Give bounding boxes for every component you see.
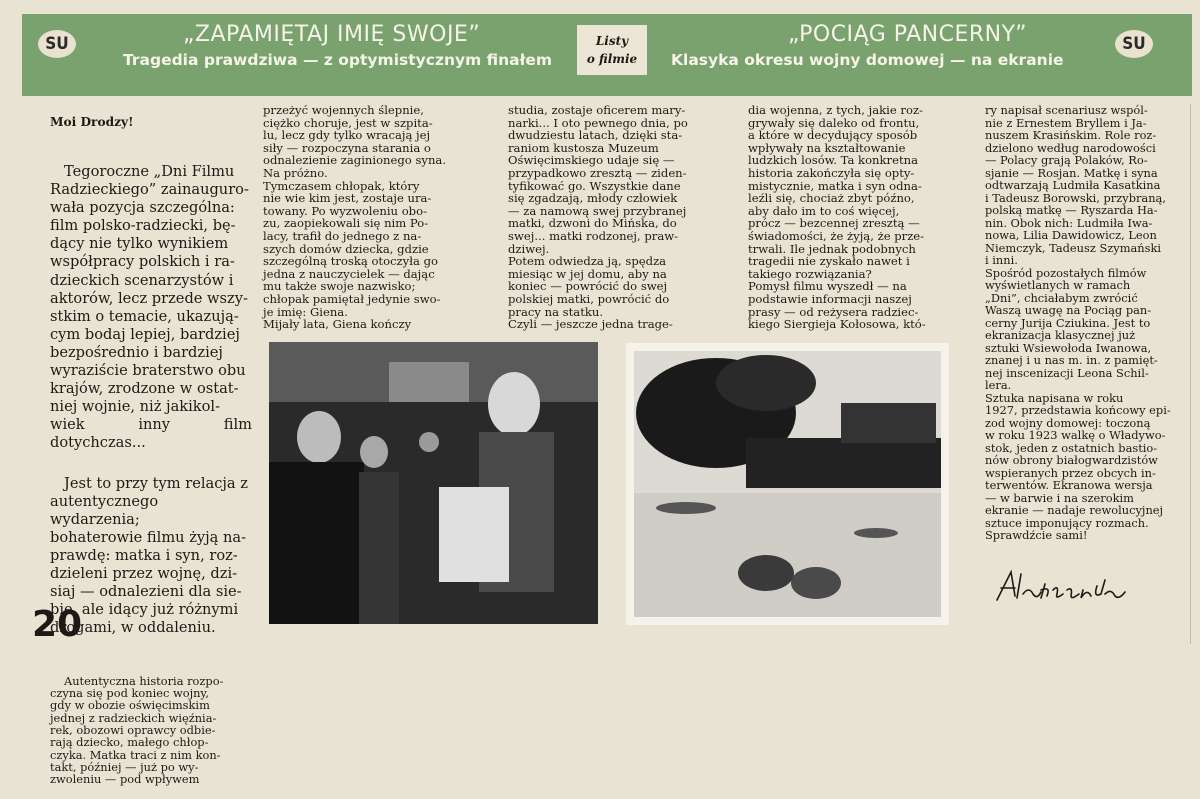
column-1 (50, 103, 252, 799)
greeting: Moi Drodzy! (50, 115, 134, 130)
intro-text (50, 145, 252, 660)
page-number: 20 (32, 604, 83, 645)
page-edge-rule (1190, 104, 1191, 644)
left-film-title: „ZAPAMIĘTAJ IMIĘ SWOJE” (183, 22, 481, 47)
intro-paragraph-1: Tegoroczne „Dni Filmu Radzieckiego” zainauguro- wała pozycja szczególna: film polsko-radziecki, bę- dący nie tylko wynikiem współpracy polskich i ra- dzieckich scenarzystów i aktorów, lecz przede wszy- stkim o temacie, ukazują- cym bodaj lepiej, bardziej bezpośrednio i bardziej wyraziście braterstwo obu krajów, zrodzone w ostat- niej wojnie, niż jakikol- wiek inny film dotychczas... (50, 162, 252, 452)
su-badge-left: SU (38, 30, 76, 58)
film-still-soldiers-photo (269, 342, 598, 624)
column-4: dia wojenna, z tych, jakie roz- grywały się daleko od frontu, a które w decydujący sposób wpływały na kształtowanie ludzkich losów. Ta konkretna historia zakończyła się opty- mistycznie, matka i syn odna- leźli się, chociaż zbyt późno, aby dało im to coś więcej, prócz — bezcennej zresztą — świadomości, że żyją, że prze- trwali. Ile jednak podobnych tragedii nie zyskało nawet i takiego rozwiązania? Pomysł filmu wyszedł — na podstawie informacji naszej prasy — od reżysera radziec- kiego Siergieja Kołosowa, któ- (748, 103, 926, 332)
section-label-line2: o filmie (586, 52, 638, 66)
right-film-title: „POCIĄG PANCERNY” (788, 22, 1028, 47)
author-signature (993, 566, 1133, 606)
right-film-subtitle: Klasyka okresu wojny domowej — na ekranie (671, 51, 1064, 69)
story-paragraph: Autentyczna historia rozpo- czyna się pod koniec wojny, gdy w obozie oświęcimskim jednej z radzieckich więźnia- rek, obozowi oprawcy odbie- rają dziecko, małego chłop- czyka. Matka traci z nim kon- takt, później — już po wy- zwoleniu — pod wpływem (50, 673, 224, 787)
column-2: przeżyć wojennych ślepnie, ciężko choruje, jest w szpita- lu, lecz gdy tylko wracają jej siły — rozpoczyna starania o odnalezienie zaginionego syna. Na próżno. Tymczasem chłopak, który nie wie kim jest, zostaje ura- towany. Po wyzwoleniu obo- zu, zaopiekowali się nim Po- lacy, trafił do jednego z na- szych domów dziecka, gdzie szczególną troską otoczyła go jedna z nauczycielek — dając mu także swoje nazwisko; chłopak pamiętał jedynie swo- je imię: Giena. Mijały lata, Giena kończy (263, 103, 447, 332)
column-3: studia, zostaje oficerem mary- narki... I oto pewnego dnia, po dwudziestu latach, dzięki sta- raniom kustosza Muzeum Oświęcimskiego udaje się — przypadkowo zresztą — ziden- tyfikować go. Wszystkie dane się zgadzają, młody człowiek — za namową swej przybranej matki, dzwoni do Mińska, do swej... matki rodzonej, praw- dziwej. Potem odwiedza ją, spędza miesiąc w jej domu, aby na koniec — powrócić do swej polskiej matki, powrócić do pracy na statku. Czyli — jeszcze jedna trage- (508, 103, 688, 332)
left-film-subtitle: Tragedia prawdziwa — z optymistycznym finałem (123, 51, 553, 69)
section-label-line1: Listy (595, 34, 629, 48)
intro-paragraph-2: Jest to przy tym relacja z autentycznego wydarzenia; bohaterowie filmu żyją na- prawdę: matka i syn, roz- dzieleni przez wojnę, dzi- siaj — odnalezieni dla sie- bie, ale idący już różnymi drogami, w oddaleniu. (50, 474, 248, 637)
film-still-armored-train-photo (626, 343, 949, 625)
section-label (577, 25, 647, 75)
column-5: ry napisał scenariusz wspól- nie z Ernestem Bryllem i Ja- nuszem Krasińskim. Role roz- dzielono według narodowości — Polacy grają Polaków, Ro- sjanie — Rosjan. Matkę i syna odtwarzają Ludmiła Kasatkina i Tadeusz Borowski, przybraną, polską matkę — Ryszarda Ha- nin. Obok nich: Ludmiła Iwa- nowa, Lilia Dawidowicz, Leon Niemczyk, Tadeusz Szymański i inni. Spośród pozostałych filmów wyświetlanych w ramach „Dni”, chciałabym zwrócić Waszą uwagę na Pociąg pan- cerny Jurija Cziukina. Jest to ekranizacja klasycznej już sztuki Wsiewołoda Iwanowa, znanej i u nas m. in. z pamięt- nej inscenizacji Leona Schil- lera. Sztuka napisana w roku 1927, przedstawia końcowy epi- zod wojny domowej: toczoną w roku 1923 walkę o Władywo- stok, jeden z ostatnich bastio- nów obrony białogwardzistów wspieranych przez obcych in- terwentów. Ekranowa wersja — w barwie i na szerokim ekranie — nadaje rewolucyjnej sztuce imponujący rozmach. Sprawdźcie sami! (985, 103, 1171, 542)
su-badge-right: SU (1115, 30, 1153, 58)
